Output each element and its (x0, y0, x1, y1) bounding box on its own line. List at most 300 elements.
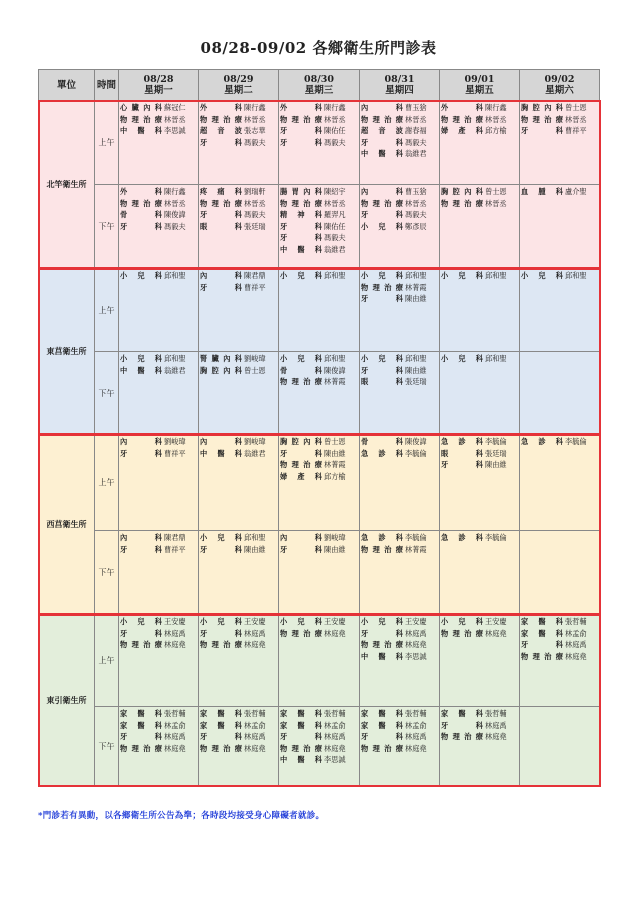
department-name: 牙科 (200, 628, 242, 638)
department-name: 小兒科 (280, 354, 322, 363)
clinic-entry (120, 448, 197, 460)
doctor-name: 陳由維 (324, 448, 346, 458)
schedule-cell (119, 531, 199, 615)
doctor-name: 劉峻瑋 (164, 437, 186, 446)
department-name: 腎臟內科 (200, 354, 242, 363)
clinic-entry (361, 544, 438, 556)
department-name: 急診科 (441, 437, 483, 446)
department-name: 小兒科 (120, 617, 162, 626)
schedule-cell (440, 531, 520, 615)
doctor-name: 林孟俞 (324, 720, 346, 730)
department-name: 眼科 (361, 377, 403, 387)
doctor-name: 盧介聖 (565, 187, 587, 196)
department-name: 牙科 (521, 640, 563, 650)
doctor-name: 林菁霞 (324, 377, 346, 387)
department-name: 家醫科 (120, 709, 162, 718)
clinic-entry (280, 137, 358, 149)
clinic-entry (441, 708, 518, 720)
doctor-name: 張哲輔 (485, 709, 507, 718)
clinic-entry (361, 628, 438, 640)
doctor-name: 邱和聖 (405, 271, 427, 280)
department-name: 物理治療 (280, 114, 322, 124)
clinic-entry (200, 270, 277, 282)
department-name: 牙科 (361, 137, 403, 147)
doctor-name: 張廷瑞 (405, 377, 427, 387)
schedule-cell (119, 707, 199, 787)
table-row (39, 269, 600, 352)
clinic-entry (441, 198, 518, 210)
doctor-name: 馮毅夫 (324, 233, 346, 243)
doctor-name: 翁維君 (405, 149, 427, 159)
department-name: 物理治療 (120, 114, 162, 124)
clinic-entry (200, 616, 277, 628)
clinic-entry (361, 137, 438, 149)
doctor-name: 曹玉猞 (405, 187, 427, 196)
day-weekday: 星期五 (465, 85, 494, 96)
day-date: 09/02 (544, 74, 575, 85)
schedule-cell (360, 435, 440, 531)
doctor-name: 邱和聖 (244, 533, 266, 542)
clinic-entry (280, 544, 358, 556)
doctor-name: 馮毅夫 (324, 137, 346, 147)
doctor-name: 李毓倫 (405, 448, 427, 458)
department-name: 眼科 (200, 221, 242, 231)
department-name: 家醫科 (200, 720, 242, 730)
department-name: 小兒科 (280, 271, 322, 280)
day-date: 08/29 (223, 74, 254, 85)
clinic-entry (120, 544, 197, 556)
doctor-name: 陳行鑫 (485, 103, 507, 112)
doctor-name: 馮毅夫 (244, 210, 266, 220)
doctor-name: 邱和聖 (485, 354, 507, 363)
department-name: 牙科 (361, 294, 403, 304)
schedule-cell (279, 352, 360, 435)
clinic-entry (200, 743, 277, 755)
department-name: 牙科 (280, 221, 322, 231)
schedule-cell (440, 269, 520, 352)
department-name: 牙科 (280, 137, 322, 147)
department-name: 內科 (361, 187, 403, 196)
department-name: 急診科 (441, 533, 483, 542)
department-name: 物理治療 (280, 377, 322, 387)
doctor-name: 李毓倫 (485, 533, 507, 542)
doctor-name: 曹玉猞 (405, 103, 427, 112)
department-name: 牙科 (120, 544, 162, 554)
department-name: 家醫科 (280, 720, 322, 730)
department-name: 內科 (280, 533, 322, 542)
clinic-entry (280, 270, 358, 282)
clinic-entry (200, 708, 277, 720)
clinic-entry (441, 186, 518, 198)
clinic-entry (200, 282, 277, 294)
clinic-entry (361, 148, 438, 160)
clinic-entry (521, 639, 598, 651)
doctor-name: 林晉丞 (164, 198, 186, 208)
doctor-name: 王安慶 (324, 617, 346, 626)
department-name: 骨科 (361, 437, 403, 446)
doctor-name: 張哲輔 (244, 709, 266, 718)
clinic-entry (361, 616, 438, 628)
department-name: 小兒科 (361, 221, 403, 231)
doctor-name: 邱和聖 (324, 354, 346, 363)
clinic-entry (280, 628, 358, 640)
doctor-name: 李毓倫 (565, 437, 587, 446)
clinic-entry (120, 270, 197, 282)
doctor-name: 林菁霞 (405, 282, 427, 292)
department-name: 牙科 (280, 126, 322, 136)
clinic-entry (441, 616, 518, 628)
clinic-entry (441, 448, 518, 460)
department-name: 家醫科 (521, 617, 563, 626)
doctor-name: 張哲輔 (164, 709, 186, 718)
clinic-entry (120, 616, 197, 628)
clinic-entry (200, 436, 277, 448)
department-name: 疼痛科 (200, 187, 242, 196)
schedule-cell (199, 352, 279, 435)
doctor-name: 陳由維 (405, 294, 427, 304)
clinic-entry (120, 720, 197, 732)
clinic-entry (120, 639, 197, 651)
doctor-name: 翁維君 (164, 365, 186, 375)
doctor-name: 曹祥平 (244, 282, 266, 292)
department-name: 急診科 (521, 437, 563, 446)
clinic-entry (280, 376, 358, 388)
schedule-cell (199, 707, 279, 787)
schedule-cell (520, 101, 600, 185)
department-name: 中醫科 (280, 755, 322, 765)
doctor-name: 馮毅夫 (405, 137, 427, 147)
schedule-cell (440, 615, 520, 707)
doctor-name: 曹祥平 (164, 448, 186, 458)
department-name: 心臟內科 (120, 103, 162, 112)
table-row (39, 101, 600, 185)
department-name: 物理治療 (200, 114, 242, 124)
department-name: 中醫科 (280, 244, 322, 254)
doctor-name: 林晉丞 (324, 114, 346, 124)
department-name: 內科 (200, 271, 242, 280)
clinic-entry (441, 436, 518, 448)
clinic-entry (521, 102, 598, 114)
clinic-entry (280, 186, 358, 198)
department-name: 牙科 (200, 210, 242, 220)
clinic-entry (521, 125, 598, 137)
unit-name-north: 北竿衛生所 (39, 101, 95, 269)
page-title: 08/28-09/02 各鄉衛生所門診表 (200, 39, 437, 57)
doctor-name: 邱和聖 (405, 354, 427, 363)
clinic-entry (280, 720, 358, 732)
clinic-entry (521, 436, 598, 448)
schedule-cell (360, 707, 440, 787)
department-name: 物理治療 (361, 114, 403, 124)
table-row (39, 352, 600, 435)
clinic-entry (280, 731, 358, 743)
doctor-name: 林菁霞 (405, 544, 427, 554)
doctor-name: 邱和聖 (164, 354, 186, 363)
day-header (520, 70, 600, 101)
clinic-entry (361, 731, 438, 743)
department-name: 牙科 (120, 732, 162, 742)
department-name: 眼科 (441, 448, 483, 458)
doctor-name: 翁維君 (324, 244, 346, 254)
clinic-entry (361, 376, 438, 388)
department-name: 超音波 (200, 126, 242, 136)
doctor-name: 林晉丞 (244, 198, 266, 208)
clinic-entry (200, 628, 277, 640)
clinic-entry (280, 244, 358, 256)
department-name: 胸腔內科 (280, 437, 322, 446)
doctor-name: 張廷瑞 (244, 221, 266, 231)
department-name: 小兒科 (361, 271, 403, 280)
clinic-entry (280, 532, 358, 544)
doctor-name: 羅羿凡 (324, 210, 346, 220)
department-name: 物理治療 (200, 640, 242, 650)
clinic-entry (200, 544, 277, 556)
doctor-name: 劉峻瑋 (244, 437, 266, 446)
department-name: 牙科 (361, 628, 403, 638)
department-name: 外科 (280, 103, 322, 112)
department-name: 物理治療 (361, 544, 403, 554)
department-name: 外科 (200, 103, 242, 112)
department-name: 中醫科 (361, 651, 403, 661)
clinic-entry (521, 114, 598, 126)
department-name: 物理治療 (280, 743, 322, 753)
department-name: 物理治療 (120, 198, 162, 208)
schedule-cell (199, 615, 279, 707)
clinic-entry (120, 186, 197, 198)
doctor-name: 林晉丞 (244, 114, 266, 124)
department-name: 小兒科 (441, 617, 483, 626)
department-name: 牙科 (521, 126, 563, 136)
clinic-entry (361, 282, 438, 294)
department-name: 小兒科 (120, 271, 162, 280)
department-name: 小兒科 (361, 617, 403, 626)
doctor-name: 王安慶 (164, 617, 186, 626)
clinic-entry (441, 720, 518, 732)
period-morning: 上午 (95, 269, 119, 352)
clinic-entry (441, 125, 518, 137)
schedule-cell (119, 269, 199, 352)
doctor-name: 鄭彥辰 (405, 221, 427, 231)
doctor-name: 馮毅夫 (405, 210, 427, 220)
doctor-name: 陳行鑫 (244, 103, 266, 112)
doctor-name: 張哲輔 (405, 709, 427, 718)
schedule-cell (520, 352, 600, 435)
clinic-entry (441, 628, 518, 640)
clinic-entry (361, 651, 438, 663)
clinic-entry (361, 365, 438, 377)
doctor-name: 邱和聖 (164, 271, 186, 280)
schedule-cell (360, 615, 440, 707)
department-name: 物理治療 (361, 282, 403, 292)
clinic-entry (441, 459, 518, 471)
doctor-name: 劉峻瑋 (244, 354, 266, 363)
clinic-entry (200, 125, 277, 137)
doctor-name: 林孟俞 (164, 720, 186, 730)
department-name: 內科 (361, 103, 403, 112)
clinic-entry (120, 353, 197, 365)
day-weekday: 星期四 (385, 85, 414, 96)
clinic-entry (120, 209, 197, 221)
day-date: 08/31 (384, 74, 415, 85)
department-name: 牙科 (441, 720, 483, 730)
schedule-cell (279, 435, 360, 531)
department-name: 物理治療 (361, 743, 403, 753)
clinic-entry (200, 532, 277, 544)
period-morning: 上午 (95, 435, 119, 531)
table-row (39, 531, 600, 615)
doctor-name: 林庭堯 (324, 628, 346, 638)
schedule-cell (360, 185, 440, 269)
department-name: 婦產科 (280, 471, 322, 481)
schedule-cell (119, 185, 199, 269)
clinic-entry (120, 731, 197, 743)
department-name: 小兒科 (441, 354, 483, 363)
department-name: 小兒科 (280, 617, 322, 626)
department-name: 家醫科 (120, 720, 162, 730)
department-name: 小兒科 (441, 271, 483, 280)
doctor-name: 陳由維 (485, 460, 507, 470)
schedule-cell (520, 435, 600, 531)
clinic-entry (361, 102, 438, 114)
day-header (119, 70, 199, 101)
department-name: 家醫科 (200, 709, 242, 718)
department-name: 超音波 (361, 126, 403, 136)
department-name: 小兒科 (200, 617, 242, 626)
clinic-entry (441, 353, 518, 365)
doctor-name: 林庭堯 (164, 743, 186, 753)
department-name: 胸腔內科 (521, 103, 563, 112)
day-weekday: 星期二 (224, 85, 253, 96)
schedule-cell (520, 531, 600, 615)
clinic-entry (280, 743, 358, 755)
department-name: 物理治療 (441, 628, 483, 638)
schedule-cell (440, 101, 520, 185)
department-name: 中醫科 (361, 149, 403, 159)
department-name: 牙科 (200, 282, 242, 292)
schedule-cell (279, 185, 360, 269)
clinic-entry (120, 102, 197, 114)
department-name: 內科 (200, 437, 242, 446)
period-morning: 上午 (95, 101, 119, 185)
clinic-entry (441, 114, 518, 126)
clinic-entry (361, 114, 438, 126)
department-name: 牙科 (441, 460, 483, 470)
clinic-entry (280, 353, 358, 365)
department-name: 牙科 (361, 210, 403, 220)
doctor-name: 陳佑任 (324, 126, 346, 136)
clinic-entry (361, 353, 438, 365)
clinic-entry (361, 720, 438, 732)
time-header: 時間 (95, 70, 119, 101)
schedule-cell (440, 707, 520, 787)
schedule-cell (520, 707, 600, 787)
doctor-name: 林晉丞 (485, 114, 507, 124)
schedule-cell (119, 101, 199, 185)
day-header (199, 70, 279, 101)
doctor-name: 曾士恩 (485, 187, 507, 196)
clinic-entry (120, 708, 197, 720)
doctor-name: 林晉丞 (405, 114, 427, 124)
doctor-name: 林庭堯 (485, 732, 507, 742)
clinic-entry (280, 616, 358, 628)
schedule-cell (279, 531, 360, 615)
department-name: 胸腔內科 (441, 187, 483, 196)
doctor-name: 林庭堯 (244, 743, 266, 753)
unit-name-east: 東莒衛生所 (39, 269, 95, 435)
clinic-entry (361, 743, 438, 755)
period-afternoon: 下午 (95, 531, 119, 615)
doctor-name: 李毓倫 (485, 437, 507, 446)
department-name: 物理治療 (280, 460, 322, 470)
doctor-name: 李毓倫 (405, 533, 427, 542)
clinic-entry (521, 186, 598, 198)
doctor-name: 林庭堯 (405, 743, 427, 753)
schedule-cell (520, 185, 600, 269)
clinic-entry (120, 365, 197, 377)
day-date: 08/28 (143, 74, 174, 85)
day-weekday: 星期三 (304, 85, 334, 96)
clinic-entry (200, 102, 277, 114)
unit-header: 單位 (39, 70, 95, 101)
doctor-name: 蘇冠仁 (164, 103, 186, 112)
doctor-name: 曹祥平 (565, 126, 587, 136)
doctor-name: 林晉丞 (485, 198, 507, 208)
table-row (39, 185, 600, 269)
clinic-entry (441, 532, 518, 544)
doctor-name: 王安慶 (485, 617, 507, 626)
doctor-name: 曾士恩 (324, 437, 346, 446)
department-name: 牙科 (200, 137, 242, 147)
doctor-name: 邱方榆 (485, 126, 507, 136)
day-date: 08/30 (304, 74, 334, 85)
day-weekday: 星期六 (545, 85, 574, 96)
doctor-name: 林菁霞 (324, 460, 346, 470)
doctor-name: 林庭禹 (485, 720, 507, 730)
clinic-entry (200, 731, 277, 743)
clinic-entry (280, 448, 358, 460)
clinic-entry (361, 639, 438, 651)
doctor-name: 林庭堯 (485, 628, 507, 638)
doctor-name: 張志華 (244, 126, 266, 136)
doctor-name: 林晉丞 (164, 114, 186, 124)
department-name: 家醫科 (441, 709, 483, 718)
doctor-name: 林孟俞 (244, 720, 266, 730)
clinic-entry (521, 270, 598, 282)
department-name: 物理治療 (200, 198, 242, 208)
clinic-entry (280, 471, 358, 483)
schedule-cell (199, 101, 279, 185)
department-name: 物理治療 (441, 732, 483, 742)
department-name: 牙科 (361, 365, 403, 375)
department-name: 血腫科 (521, 187, 563, 196)
department-name: 內科 (120, 437, 162, 446)
clinic-entry (361, 708, 438, 720)
clinic-entry (120, 743, 197, 755)
doctor-name: 林庭禹 (565, 640, 587, 650)
doctor-name: 曾士恩 (244, 365, 266, 375)
doctor-name: 馮毅夫 (164, 221, 186, 231)
department-name: 中醫科 (120, 126, 162, 136)
schedule-cell (360, 352, 440, 435)
clinic-entry (200, 186, 277, 198)
schedule-cell (520, 615, 600, 707)
clinic-entry (280, 102, 358, 114)
clinic-entry (280, 708, 358, 720)
clinic-entry (280, 436, 358, 448)
clinic-entry (361, 186, 438, 198)
department-name: 婦產科 (441, 126, 483, 136)
department-name: 牙科 (120, 221, 162, 231)
